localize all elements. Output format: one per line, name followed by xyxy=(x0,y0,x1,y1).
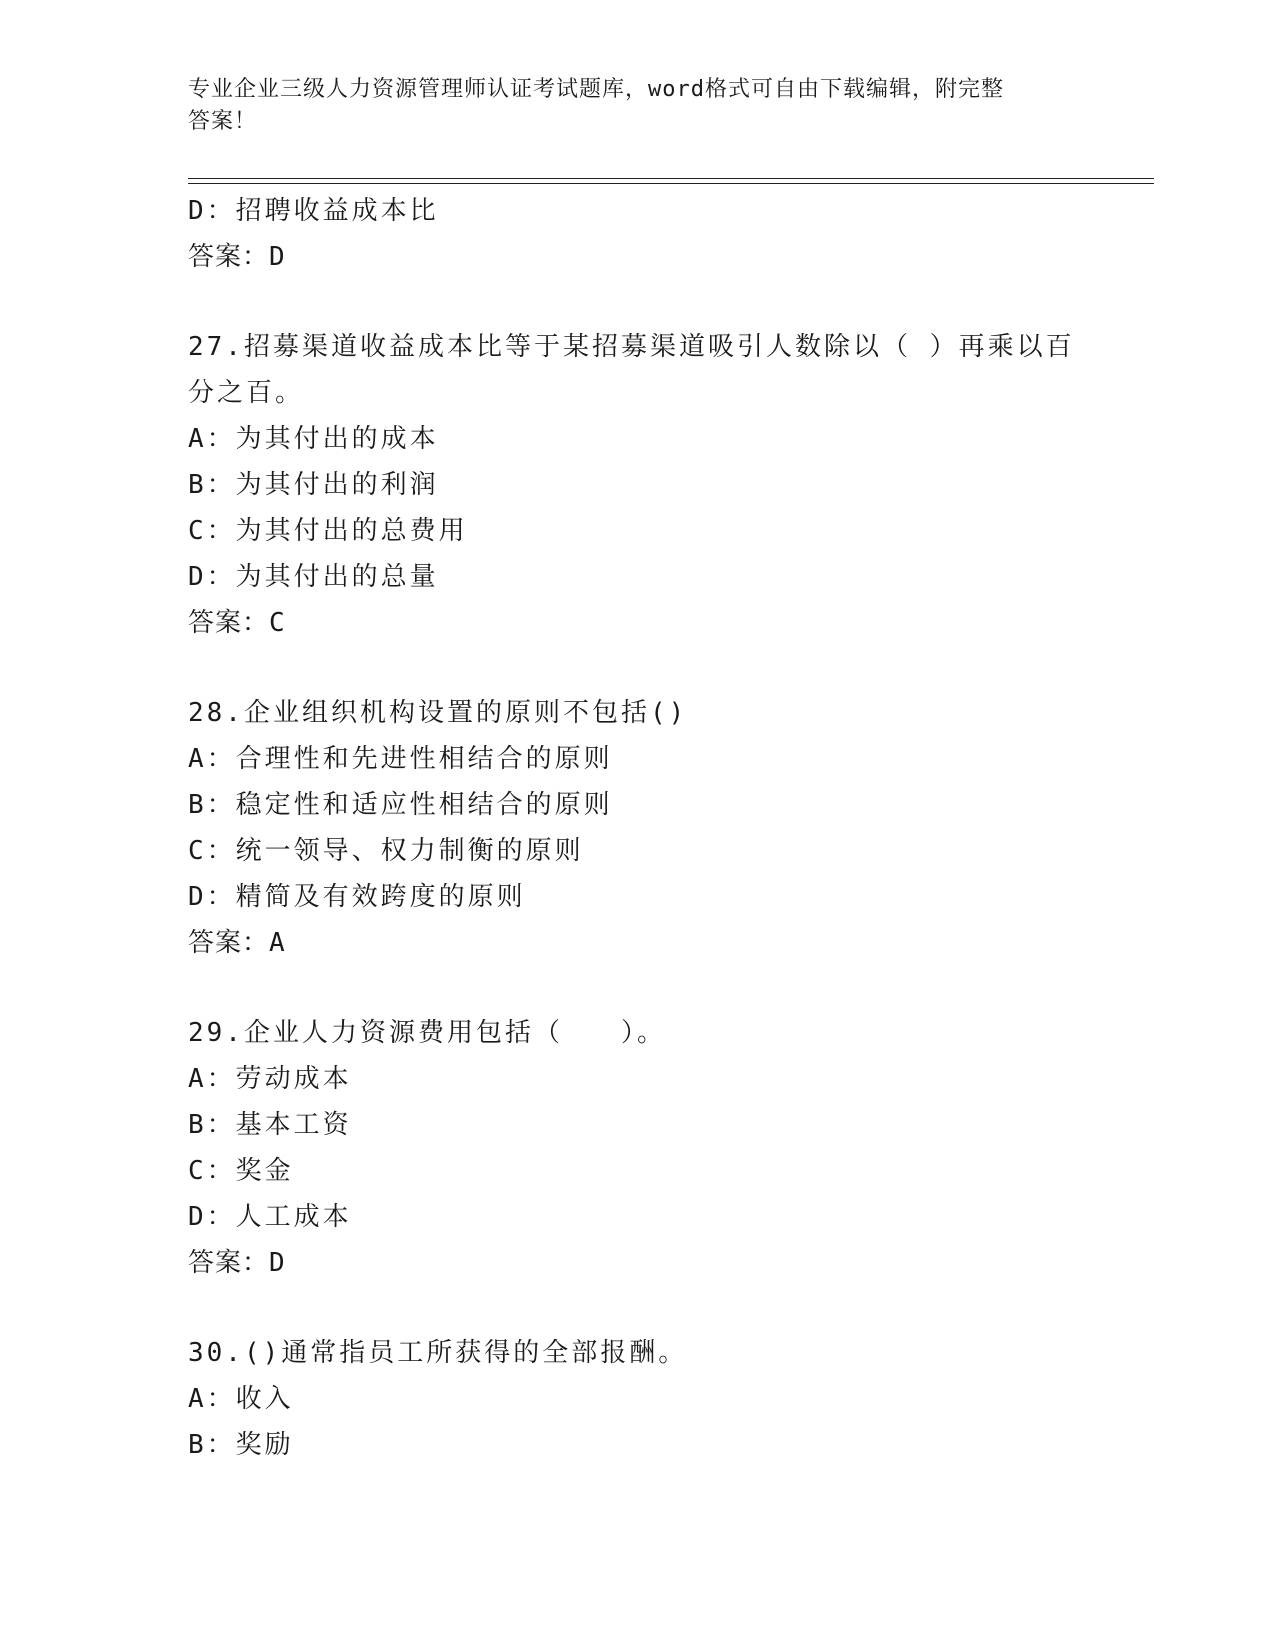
option-line: B：奖励 xyxy=(188,1430,294,1460)
page-header xyxy=(188,74,1068,138)
option-line: C：为其付出的总费用 xyxy=(188,516,468,546)
answer-label: 答案： xyxy=(188,242,270,272)
option-line: D：精简及有效跨度的原则 xyxy=(188,882,526,912)
option-line: B：稳定性和适应性相结合的原则 xyxy=(188,790,613,820)
answer-value: A xyxy=(269,928,286,958)
option-line: A：收入 xyxy=(188,1384,294,1414)
header-line-2: 答案！ xyxy=(188,109,258,134)
answer-line xyxy=(188,920,1088,966)
answer-line xyxy=(188,234,1088,280)
question-list xyxy=(188,188,1088,1468)
answer-line xyxy=(188,600,1088,646)
answer-label: 答案： xyxy=(188,928,270,958)
question-stem: 27.招募渠道收益成本比等于某招募渠道吸引人数除以（ ）再乘以百 xyxy=(188,332,1075,362)
option-line: D：招聘收益成本比 xyxy=(188,196,439,226)
header-rule-top xyxy=(188,178,1154,179)
answer-label: 答案： xyxy=(188,1248,270,1278)
option-line: A：合理性和先进性相结合的原则 xyxy=(188,744,613,774)
header-line-1: 专业企业三级人力资源管理师认证考试题库，word格式可自由下载编辑，附完整 xyxy=(188,77,1004,102)
option-line: B：基本工资 xyxy=(188,1110,352,1140)
question-block xyxy=(188,188,1088,280)
answer-line xyxy=(188,1240,1088,1286)
question-stem: 30.()通常指员工所获得的全部报酬。 xyxy=(188,1338,688,1368)
answer-value: D xyxy=(269,1248,286,1278)
question-block xyxy=(188,1010,1088,1286)
option-line: C：奖金 xyxy=(188,1156,294,1186)
option-line: A：劳动成本 xyxy=(188,1064,352,1094)
question-stem: 29.企业人力资源费用包括（ ）。 xyxy=(188,1018,666,1048)
question-block xyxy=(188,324,1088,646)
question-block xyxy=(188,690,1088,966)
answer-label: 答案： xyxy=(188,608,270,638)
option-line: B：为其付出的利润 xyxy=(188,470,439,500)
option-line: D：为其付出的总量 xyxy=(188,562,439,592)
header-rule-bottom xyxy=(188,183,1154,184)
option-line: D：人工成本 xyxy=(188,1202,352,1232)
option-line: C：统一领导、权力制衡的原则 xyxy=(188,836,584,866)
answer-value: C xyxy=(269,608,286,638)
option-line: A：为其付出的成本 xyxy=(188,424,439,454)
question-stem: 28.企业组织机构设置的原则不包括() xyxy=(188,698,688,728)
answer-value: D xyxy=(269,242,286,272)
question-block xyxy=(188,1330,1088,1468)
question-stem-continued: 分之百。 xyxy=(188,378,305,408)
